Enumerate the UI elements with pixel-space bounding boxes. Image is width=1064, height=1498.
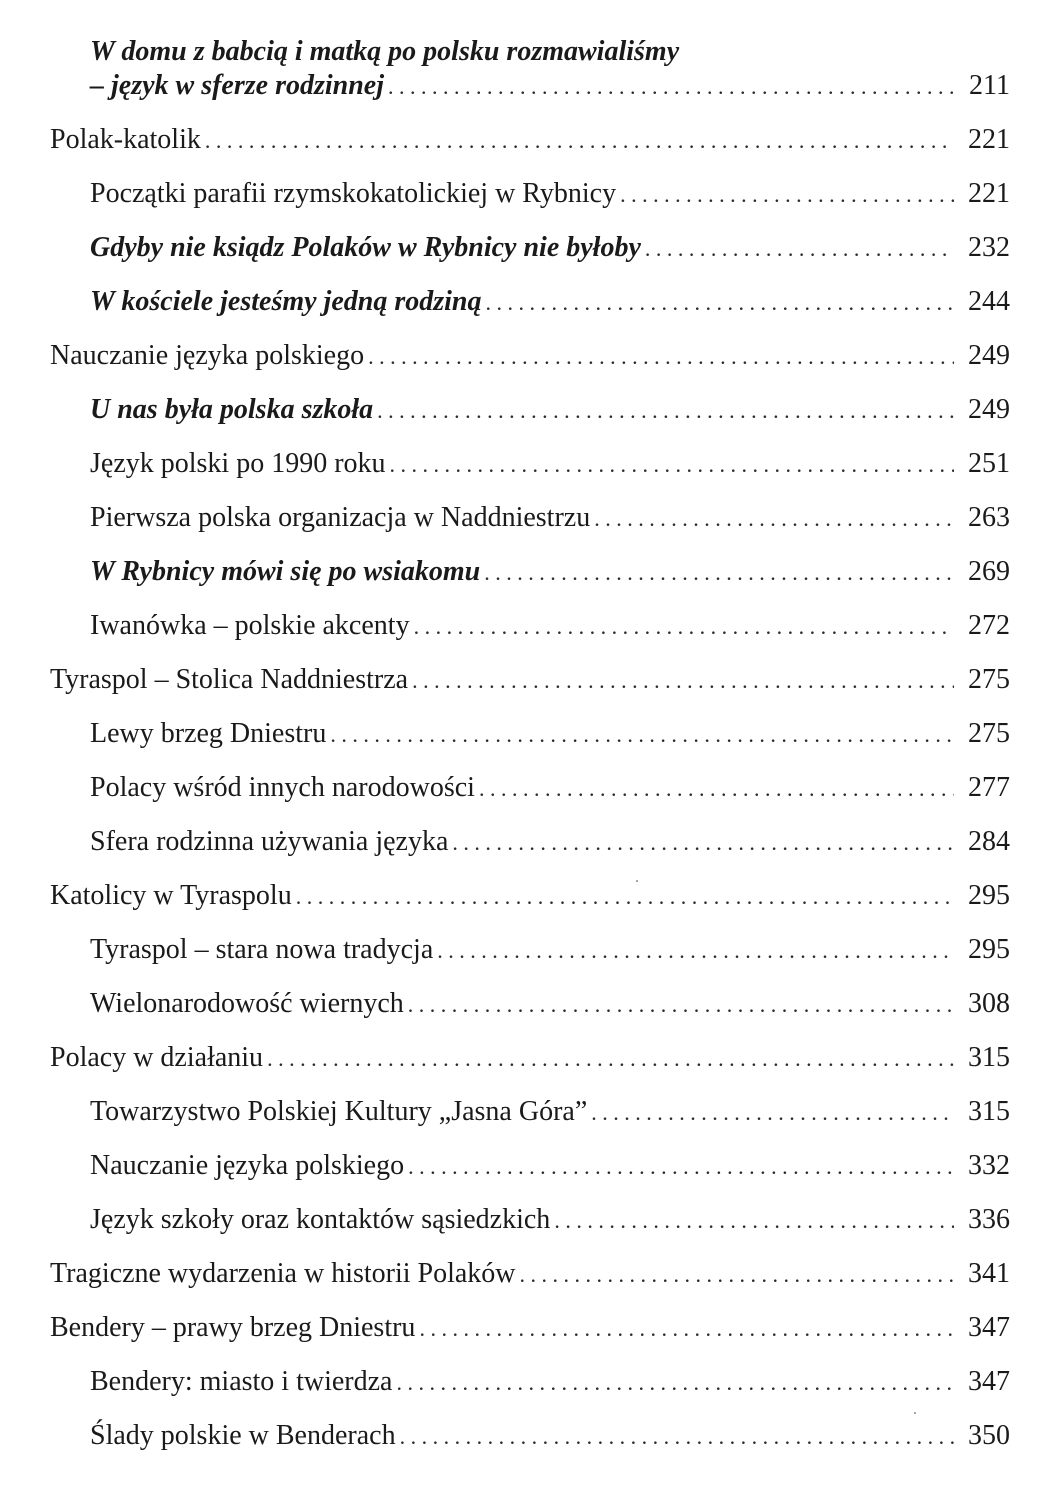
toc-entry-title-line1: W domu z babcią i matką po polsku rozmawialiśmy	[90, 36, 680, 67]
dot-leader	[520, 1258, 954, 1292]
toc-chapter	[50, 339, 1010, 374]
toc-entry	[90, 1419, 1010, 1454]
toc-entry-title: W kościele jesteśmy jedną rodziną	[90, 286, 482, 317]
toc-entry	[90, 555, 1010, 590]
dot-leader	[419, 1312, 954, 1346]
toc-entry-title: U nas była polska szkoła	[90, 394, 374, 425]
toc-entry-title: Polacy wśród innych narodowości	[90, 772, 475, 803]
toc-page-number: 263	[968, 502, 1010, 533]
toc-entry-title: Tragiczne wydarzenia w historii Polaków	[50, 1258, 516, 1289]
toc-page-number: 275	[968, 718, 1010, 749]
dot-leader	[554, 1204, 954, 1238]
toc-page-number: 211	[969, 70, 1010, 101]
dot-leader	[620, 178, 954, 212]
dot-leader	[484, 556, 954, 590]
toc-chapter	[50, 1041, 1010, 1076]
toc-entry-title: Bendery: miasto i twierdza	[90, 1366, 393, 1397]
toc-page-number: 308	[968, 988, 1010, 1019]
dot-leader	[645, 232, 954, 266]
toc-page-number: 272	[968, 610, 1010, 641]
toc-entry-title: Gdyby nie ksiądz Polaków w Rybnicy nie byłoby	[90, 232, 641, 263]
dot-leader	[479, 772, 954, 806]
dot-leader	[296, 880, 954, 914]
dot-leader	[388, 70, 954, 104]
toc-entry	[90, 231, 1010, 266]
toc-entry	[90, 717, 1010, 752]
toc-entry-title: Katolicy w Tyraspolu	[50, 880, 292, 911]
toc-entry-title: Język polski po 1990 roku	[90, 448, 386, 479]
toc-entry	[90, 1095, 1010, 1130]
toc-entry-title: Pierwsza polska organizacja w Naddniestrzu	[90, 502, 591, 533]
toc-page-number: 221	[968, 124, 1010, 155]
dot-leader	[408, 988, 954, 1022]
toc-chapter	[50, 663, 1010, 698]
toc-entry-title: Tyraspol – stara nowa tradycja	[90, 934, 434, 965]
toc-page-number: 249	[968, 340, 1010, 371]
toc-page-number: 336	[968, 1204, 1010, 1235]
dot-leader	[414, 610, 954, 644]
toc-entry-title: Wielonarodowość wiernych	[90, 988, 404, 1019]
toc-entry-title: Nauczanie języka polskiego	[50, 340, 365, 371]
toc-page-number: 269	[968, 556, 1010, 587]
dot-leader	[591, 1096, 954, 1130]
toc-chapter	[50, 1257, 1010, 1292]
toc-entry-title: Lewy brzeg Dniestru	[90, 718, 327, 749]
toc-page-number: 232	[968, 232, 1010, 263]
toc-page-number: 284	[968, 826, 1010, 857]
toc-entry-title: Język szkoły oraz kontaktów sąsiedzkich	[90, 1204, 551, 1235]
toc-entry-title: Towarzystwo Polskiej Kultury „Jasna Góra”	[90, 1096, 588, 1127]
toc-page-number: 347	[968, 1366, 1010, 1397]
toc-page-number: 347	[968, 1312, 1010, 1343]
dot-leader	[205, 124, 954, 158]
toc-page-number: 315	[968, 1096, 1010, 1127]
toc-entry-title: Iwanówka – polskie akcenty	[90, 610, 410, 641]
dot-leader	[485, 286, 954, 320]
dot-leader	[594, 502, 954, 536]
toc-entry	[90, 501, 1010, 536]
toc-entry	[90, 69, 1010, 104]
toc-entry-title: Nauczanie języka polskiego	[90, 1150, 405, 1181]
toc-entry	[90, 825, 1010, 860]
dot-leader	[452, 826, 954, 860]
toc-entry	[90, 771, 1010, 806]
toc-entry-title: Początki parafii rzymskokatolickiej w Rybnicy	[90, 178, 617, 209]
toc-entry	[90, 285, 1010, 320]
dot-leader	[390, 448, 954, 482]
dot-leader	[330, 718, 954, 752]
toc-page-number: 277	[968, 772, 1010, 803]
toc-page-number: 249	[968, 394, 1010, 425]
toc-page-number: 315	[968, 1042, 1010, 1073]
toc-entry-title: Tyraspol – Stolica Naddniestrza	[50, 664, 409, 695]
scan-speck	[636, 880, 638, 882]
toc-page-number: 350	[968, 1420, 1010, 1451]
toc-page-number: 332	[968, 1150, 1010, 1181]
toc-entry	[90, 447, 1010, 482]
scan-speck	[914, 1412, 916, 1414]
toc-chapter	[50, 879, 1010, 914]
toc-entry-title: Bendery – prawy brzeg Dniestru	[50, 1312, 416, 1343]
toc-entry-title: Polacy w działaniu	[50, 1042, 264, 1073]
toc-page-number: 341	[968, 1258, 1010, 1289]
dot-leader	[400, 1420, 954, 1454]
toc-entry-title: Sfera rodzinna używania języka	[90, 826, 449, 857]
toc-page-number: 295	[968, 934, 1010, 965]
toc-entry-title: Polak-katolik	[50, 124, 201, 155]
toc-entry	[90, 1149, 1010, 1184]
toc-page-number: 275	[968, 664, 1010, 695]
toc-entry	[90, 987, 1010, 1022]
toc-page-number: 244	[968, 286, 1010, 317]
toc-entry	[90, 609, 1010, 644]
toc-entry-title: – język w sferze rodzinnej	[90, 70, 384, 101]
dot-leader	[396, 1366, 954, 1400]
dot-leader	[408, 1150, 954, 1184]
toc-page-number: 251	[968, 448, 1010, 479]
toc-entry	[90, 393, 1010, 428]
dot-leader	[412, 664, 954, 698]
dot-leader	[377, 394, 954, 428]
toc-page-number: 221	[968, 178, 1010, 209]
toc-entry-title: Ślady polskie w Benderach	[90, 1420, 396, 1451]
toc-entry	[90, 1365, 1010, 1400]
dot-leader	[368, 340, 954, 374]
toc-chapter	[50, 1311, 1010, 1346]
toc-entry	[90, 1203, 1010, 1238]
toc-entry	[90, 177, 1010, 212]
toc-chapter	[50, 123, 1010, 158]
dot-leader	[437, 934, 954, 968]
toc-entry-title: W Rybnicy mówi się po wsiakomu	[90, 556, 481, 587]
toc-entry	[90, 933, 1010, 968]
toc-page-number: 295	[968, 880, 1010, 911]
dot-leader	[267, 1042, 954, 1076]
